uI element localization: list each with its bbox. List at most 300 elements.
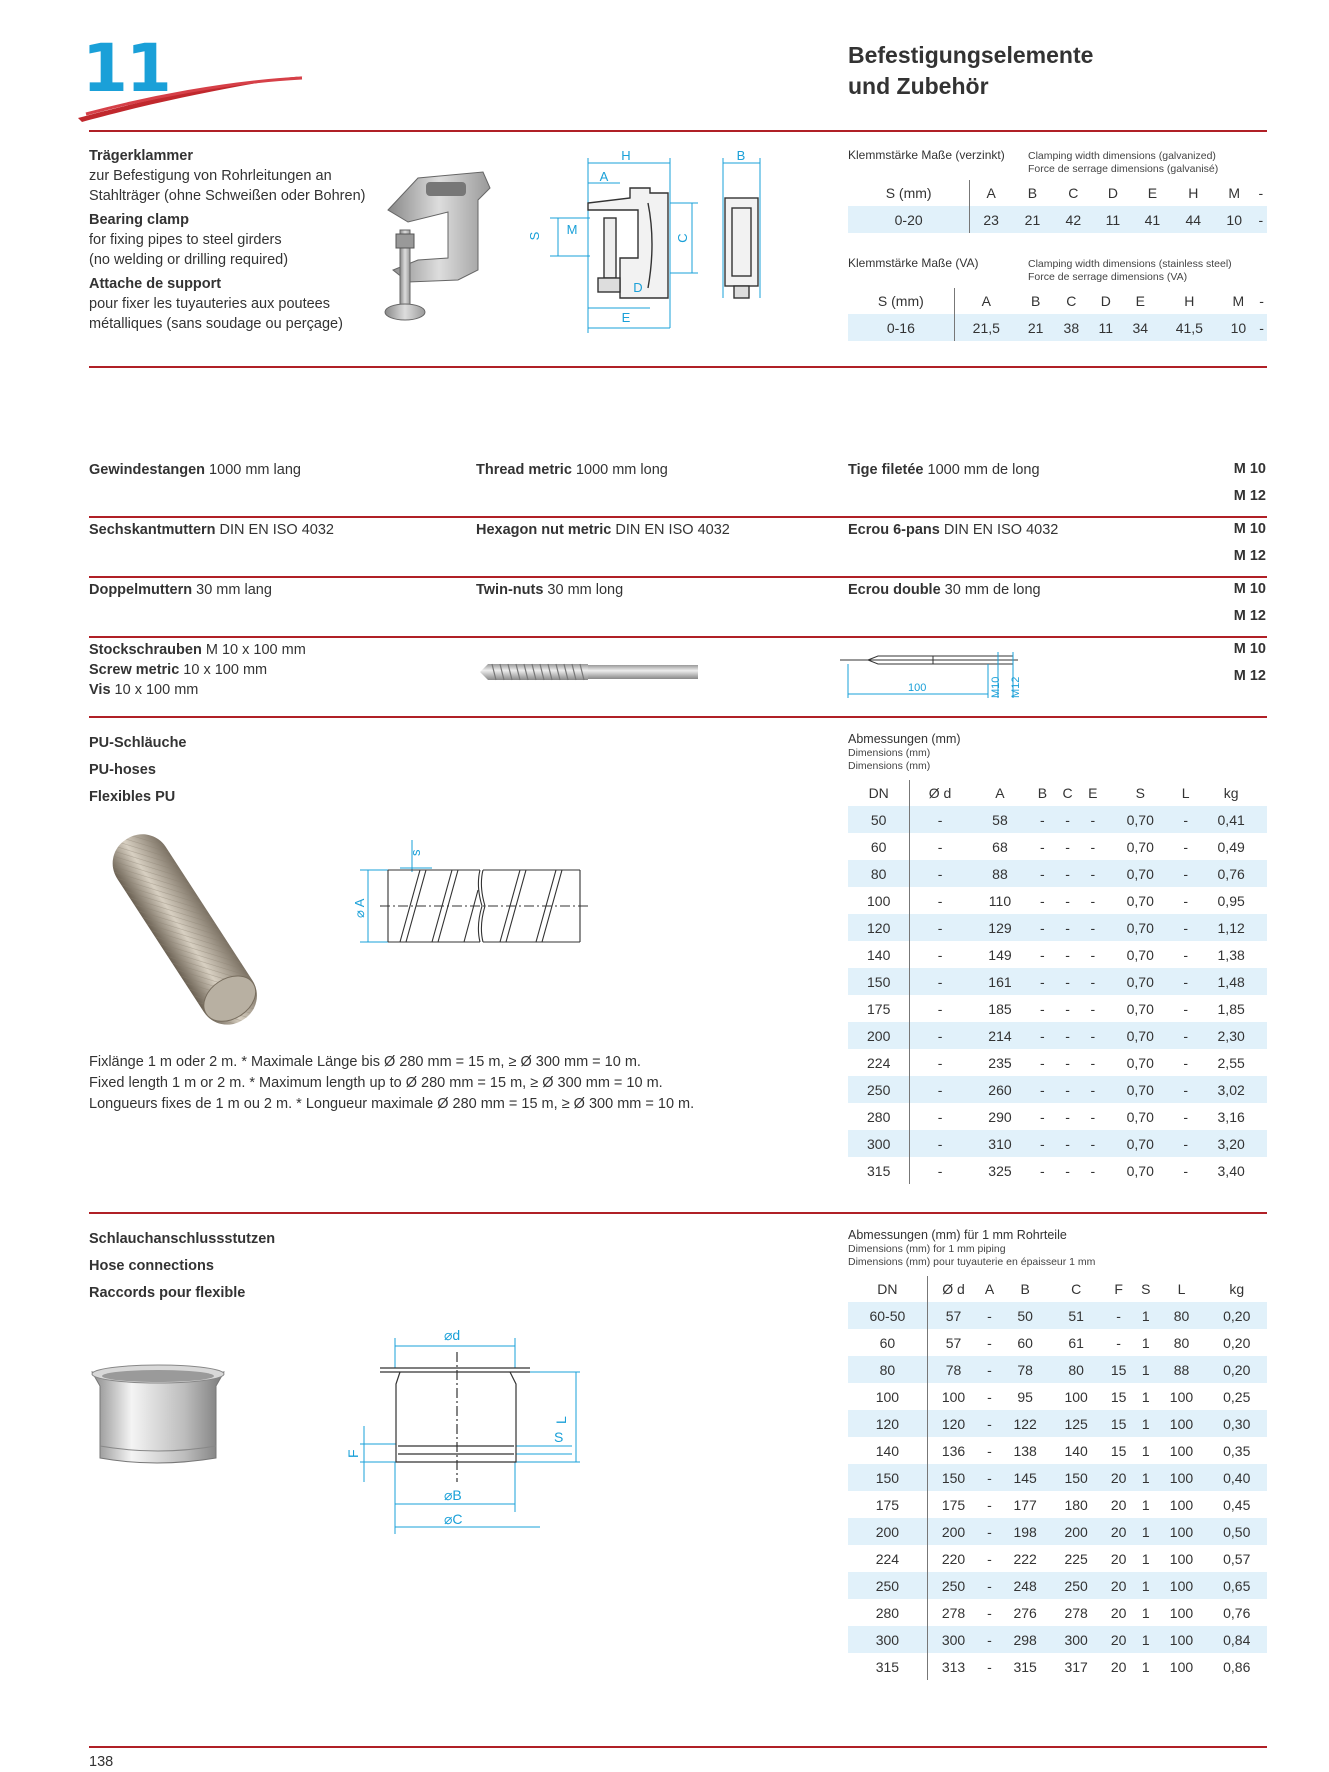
table-cell: 60: [848, 1329, 927, 1356]
table-cell: -: [987, 1334, 992, 1351]
table-cell: -: [1183, 1108, 1189, 1125]
table-cell: -: [987, 1550, 992, 1567]
table-cell: 120: [848, 914, 910, 941]
table-cell: 2,55: [1217, 1054, 1245, 1071]
table-cell: 250: [848, 1572, 927, 1599]
table-cell: 280: [848, 1103, 910, 1130]
table-cell: 15: [1110, 1388, 1127, 1405]
dim-a: A: [599, 169, 609, 184]
table-row: [848, 1518, 1267, 1545]
table-cell: -: [1040, 1054, 1045, 1071]
table-cell: -: [1176, 968, 1196, 995]
table-header-cell: A: [981, 293, 991, 309]
table-row: [848, 1076, 1267, 1103]
table-cell: 315: [1013, 1658, 1037, 1675]
table-cell: -: [1065, 1000, 1070, 1017]
table-cell: 50: [848, 806, 910, 833]
table-cell: 0,70: [1105, 1076, 1176, 1103]
table-row: [848, 941, 1267, 968]
divider: [89, 716, 1267, 718]
table-cell: 0,57: [1223, 1550, 1251, 1567]
table-cell: -: [1116, 1334, 1121, 1351]
table-cell: 15: [1102, 1356, 1136, 1383]
table-cell: -: [1054, 1130, 1080, 1157]
pu-hose-table: [848, 780, 1267, 1184]
dim-e: E: [621, 310, 631, 325]
table-cell: 278: [941, 1604, 966, 1621]
table-cell: 1,85: [1217, 1000, 1245, 1017]
table-cell: 0,20: [1223, 1334, 1251, 1351]
table-cell: 214: [970, 1022, 1031, 1049]
table-cell: -: [1183, 1054, 1189, 1071]
table-cell: 120: [927, 1410, 979, 1437]
thread-desc-en: Thread metric 1000 mm long: [476, 462, 668, 478]
table-cell: -: [1054, 968, 1080, 995]
table-cell: -: [1065, 1054, 1070, 1071]
table-cell: 100: [1169, 1658, 1194, 1675]
hose-connector-photo: [88, 1362, 228, 1472]
table-cell: 140: [848, 1437, 927, 1464]
table-cell: -: [1183, 1000, 1189, 1017]
table-cell: 278: [1064, 1604, 1088, 1621]
table-cell: 100: [1156, 1410, 1207, 1437]
table-cell: 80: [848, 1356, 927, 1383]
table-cell: 50: [1000, 1302, 1051, 1329]
table-cell: 0,70: [1126, 1162, 1154, 1179]
table-cell: -: [1255, 206, 1267, 233]
table-cell: -: [910, 1022, 970, 1049]
table-row: [848, 1049, 1267, 1076]
thread-desc-en: Hexagon nut metric DIN EN ISO 4032: [476, 522, 730, 538]
table-cell: -: [987, 1442, 992, 1459]
table-cell: -: [1081, 806, 1105, 833]
table-row: [848, 914, 1267, 941]
thread-sizes: M 10 M 12: [1233, 521, 1266, 564]
table-cell: 0,20: [1207, 1356, 1267, 1383]
table-cell: 1: [1141, 1604, 1150, 1621]
table-cell: 100: [941, 1388, 966, 1405]
table-cell: 1: [1136, 1302, 1156, 1329]
table-cell: 120: [848, 1410, 927, 1437]
table-cell: -: [1081, 1130, 1105, 1157]
table-row: [848, 1130, 1267, 1157]
table-row: [848, 1022, 1267, 1049]
table-header-cell: C: [1068, 185, 1079, 201]
table-cell: 225: [1064, 1550, 1088, 1567]
table-cell: 0,70: [1105, 1130, 1176, 1157]
red-brush-stroke: [76, 72, 306, 124]
table-cell: 3,02: [1196, 1076, 1267, 1103]
table-cell: 21: [1018, 314, 1054, 341]
stock-screw-diagram: [838, 642, 1038, 702]
table-cell: 145: [1000, 1464, 1051, 1491]
table-cell: 57: [945, 1334, 962, 1351]
table-cell: 224: [848, 1545, 927, 1572]
table-cell: 175: [941, 1496, 966, 1513]
table-cell: -: [987, 1496, 992, 1513]
table-cell: -: [937, 1162, 943, 1179]
table-cell: 20: [1102, 1518, 1136, 1545]
table-cell: 1: [1136, 1518, 1156, 1545]
dim-d: D: [633, 280, 643, 295]
table-header-cell: Ø d: [942, 1281, 965, 1297]
table-cell: 20: [1110, 1550, 1127, 1567]
table-cell: 220: [941, 1550, 966, 1567]
table-cell: 3,40: [1217, 1162, 1245, 1179]
table-cell: 0,95: [1217, 892, 1245, 909]
table-header-cell: M: [1232, 293, 1245, 309]
dim-s: S: [527, 231, 542, 241]
table-row: [848, 995, 1267, 1022]
table-cell: 0,70: [1105, 806, 1176, 833]
table-cell: 68: [992, 838, 1008, 855]
table-cell: 0,50: [1207, 1518, 1267, 1545]
table-cell: 129: [970, 914, 1031, 941]
table-row: [848, 206, 1267, 233]
table-cell: -: [979, 1410, 999, 1437]
thread-desc-de: Sechskantmuttern DIN EN ISO 4032: [89, 522, 334, 538]
thread-desc-fr: Ecrou 6-pans DIN EN ISO 4032: [848, 522, 1059, 538]
table-header-cell: A: [984, 1281, 995, 1297]
table-cell: -: [1065, 838, 1070, 855]
table-cell: 80: [1156, 1302, 1207, 1329]
dim-diameter-d: ⌀d: [444, 1327, 461, 1343]
table-cell: 200: [848, 1022, 910, 1049]
hose-table-caption: Abmessungen (mm) für 1 mm Rohrteile Dimensions (mm) for 1 mm piping Dimensions (mm) pour tuyauterie en épaisseur 1 mm: [848, 1228, 1096, 1268]
pu-hoses-titles: PU-Schläuche PU-hoses Flexibles PU: [89, 735, 187, 805]
table-cell: 11: [1089, 314, 1122, 341]
table-cell: 100: [1169, 1442, 1194, 1459]
table-cell: 58: [970, 806, 1031, 833]
table-cell: 60-50: [848, 1302, 927, 1329]
table-cell: 198: [1000, 1518, 1051, 1545]
table-cell: -: [937, 946, 943, 963]
table-cell: 0,86: [1223, 1658, 1251, 1675]
table-cell: -: [979, 1626, 999, 1653]
table-cell: 150: [1051, 1464, 1102, 1491]
table-cell: 1: [1136, 1626, 1156, 1653]
table-cell: -: [910, 860, 970, 887]
table-cell: -: [1030, 1130, 1054, 1157]
table-cell: -: [1030, 1022, 1054, 1049]
table-cell: 100: [1156, 1518, 1207, 1545]
table-cell: -: [1040, 1108, 1045, 1125]
table-cell: 250: [848, 1076, 910, 1103]
table-row: [848, 1626, 1267, 1653]
bearing-clamp-text: Trägerklammer zur Befestigung von Rohrleitungen an Stahlträger (ohne Schweißen oder Bohren) Bearing clamp for fixing pipes to steel girders (no welding or drilling required) Attache de support pour fixer les tuyauteries aux poutees métalliques (sans soudage ou perçage): [89, 148, 366, 332]
table-cell: -: [937, 1000, 943, 1017]
table-cell: -: [1081, 914, 1105, 941]
divider: [89, 366, 1267, 368]
table-cell: 1: [1141, 1442, 1150, 1459]
table-cell: 100: [1156, 1464, 1207, 1491]
table-cell: 41: [1132, 206, 1173, 233]
table-header-row: [848, 1276, 1267, 1302]
table-header-row: [848, 780, 1267, 806]
table-cell: 34: [1122, 314, 1158, 341]
table-cell: -: [1183, 946, 1189, 963]
table-cell: 310: [970, 1130, 1031, 1157]
table-cell: 325: [988, 1162, 1012, 1179]
table-cell: -: [937, 838, 943, 855]
table-cell: 290: [988, 1108, 1012, 1125]
table-row: [848, 968, 1267, 995]
pu-length-notes: Fixlänge 1 m oder 2 m. * Maximale Länge bis Ø 280 mm = 15 m, ≥ Ø 300 mm = 10 m. Fixed length 1 m or 2 m. * Maximum length up to Ø 280 mm = 15 m, ≥ Ø 300 mm = 10 m. Longueurs fixes de 1 m ou 2 m. * Longueur maximale Ø 280 mm = 15 m, ≥ Ø 300 mm = 10 m.: [89, 1054, 695, 1112]
table-cell: -: [1040, 838, 1045, 855]
table-cell: 0,30: [1207, 1410, 1267, 1437]
table-cell: 0,41: [1196, 806, 1267, 833]
table-cell: 95: [1017, 1388, 1033, 1405]
table-cell: -: [910, 1076, 970, 1103]
table-header-cell: kg: [1223, 785, 1239, 801]
table-header-cell: -: [1259, 293, 1264, 309]
table-cell: -: [1090, 1108, 1096, 1125]
table-row: [848, 1302, 1267, 1329]
table-cell: 1: [1136, 1572, 1156, 1599]
table-cell: -: [987, 1604, 992, 1621]
thread-desc-de: Doppelmuttern 30 mm lang: [89, 582, 272, 598]
table-cell: 235: [988, 1054, 1012, 1071]
bearing-clamp-diagram: [520, 148, 770, 338]
table-cell: 1: [1141, 1550, 1150, 1567]
table-cell: 315: [848, 1157, 910, 1184]
dim-f: F: [345, 1449, 361, 1458]
table-cell: 80: [1173, 1334, 1190, 1351]
table-cell: 150: [927, 1464, 979, 1491]
table-cell: 0,70: [1126, 892, 1154, 909]
dim-h: H: [621, 148, 631, 163]
table-cell: 313: [941, 1658, 966, 1675]
table-cell: 100: [1156, 1572, 1207, 1599]
thread-sizes: M 10 M 12: [1233, 581, 1266, 624]
stock-sizes: M 10 M 12: [1233, 641, 1266, 684]
table-cell: -: [1030, 860, 1054, 887]
table-header-cell: -: [1258, 185, 1264, 201]
pu-hose-photo: [92, 826, 282, 1036]
table-row: [848, 1464, 1267, 1491]
table-cell: 317: [1064, 1658, 1088, 1675]
table-header-cell: S (mm): [848, 288, 954, 314]
table-cell: -: [1102, 1302, 1136, 1329]
table-cell: -: [987, 1658, 992, 1675]
table-cell: 300: [927, 1626, 979, 1653]
table-cell: 136: [941, 1442, 966, 1459]
table-cell: 0,70: [1126, 1108, 1154, 1125]
table-header-cell: B: [1030, 293, 1041, 309]
table-header-cell: E: [1147, 185, 1158, 201]
table-cell: 0,70: [1126, 838, 1154, 855]
table-cell: 88: [970, 860, 1031, 887]
table-cell: 315: [848, 1653, 927, 1680]
table-cell: 0-20: [848, 206, 970, 233]
table-cell: -: [1090, 838, 1096, 855]
divider: [89, 1212, 1267, 1214]
table-cell: 0,49: [1217, 838, 1245, 855]
table-cell: -: [1176, 914, 1196, 941]
pu-hose-diagram: [340, 836, 610, 946]
table-cell: 248: [1000, 1572, 1051, 1599]
dim-m12: M12: [1010, 676, 1022, 698]
table-cell: 20: [1102, 1464, 1136, 1491]
table-header-cell: B: [1037, 785, 1048, 801]
table-cell: 250: [927, 1572, 979, 1599]
table-cell: 100: [1169, 1604, 1194, 1621]
table-cell: 51: [1051, 1302, 1102, 1329]
table-header-row: [848, 180, 1267, 206]
table-cell: -: [1054, 806, 1080, 833]
table-cell: 177: [1013, 1496, 1037, 1513]
table-cell: 100: [848, 887, 910, 914]
divider: [89, 1746, 1267, 1748]
table-cell: -: [979, 1518, 999, 1545]
table-cell: 1: [1136, 1410, 1156, 1437]
table-cell: -: [1054, 914, 1080, 941]
table-cell: 175: [848, 995, 910, 1022]
table-cell: 100: [848, 1383, 927, 1410]
table-cell: 44: [1173, 206, 1214, 233]
pu-table-caption: Abmessungen (mm) Dimensions (mm) Dimensions (mm): [848, 732, 961, 772]
table-cell: 1,48: [1196, 968, 1267, 995]
table-cell: 42: [1053, 206, 1094, 233]
table-header-cell: S (mm): [848, 180, 970, 206]
table-cell: 250: [1051, 1572, 1102, 1599]
table-cell: 161: [970, 968, 1031, 995]
table-cell: 15: [1110, 1442, 1127, 1459]
table-cell: 0,25: [1223, 1388, 1251, 1405]
table-cell: 110: [988, 892, 1012, 909]
table-header-cell: E: [1088, 785, 1098, 801]
table-cell: -: [1176, 806, 1196, 833]
table-cell: 23: [970, 206, 1012, 233]
table-header-cell: M: [1228, 185, 1241, 201]
table-row: [848, 1157, 1267, 1184]
bearing-table-stainless: [848, 288, 1267, 341]
table-cell: 21,5: [954, 314, 1018, 341]
table-cell: 1: [1141, 1334, 1150, 1351]
table-cell: 0-16: [848, 314, 954, 341]
table-row: [848, 1572, 1267, 1599]
table-header-row: [848, 288, 1267, 314]
table-row: [848, 1410, 1267, 1437]
table-header-cell: C: [1066, 293, 1077, 309]
table-header-cell: D: [1107, 185, 1118, 201]
table-row: [848, 887, 1267, 914]
table-cell: -: [910, 968, 970, 995]
table-cell: 20: [1102, 1572, 1136, 1599]
table-cell: 0,20: [1207, 1302, 1267, 1329]
table-cell: 300: [848, 1626, 927, 1653]
table-header-cell: L: [1181, 785, 1190, 801]
table-cell: -: [1176, 1022, 1196, 1049]
table-cell: 280: [848, 1599, 927, 1626]
table-cell: 78: [1000, 1356, 1051, 1383]
thread-desc-en: Twin-nuts 30 mm long: [476, 582, 624, 598]
table-row: [848, 806, 1267, 833]
table-cell: 20: [1110, 1604, 1127, 1621]
table-cell: 3,20: [1196, 1130, 1267, 1157]
divider: [89, 636, 1267, 638]
table-cell: 0,70: [1105, 914, 1176, 941]
table-cell: 140: [1064, 1442, 1088, 1459]
table-cell: -: [1090, 946, 1096, 963]
dim-b: B: [736, 148, 746, 163]
table-cell: -: [979, 1464, 999, 1491]
table-header-cell: S: [1141, 1281, 1151, 1297]
table-cell: 150: [848, 968, 910, 995]
table-cell: -: [1183, 838, 1189, 855]
table-cell: 1,38: [1217, 946, 1245, 963]
table-row: [848, 860, 1267, 887]
table-cell: 78: [927, 1356, 979, 1383]
thread-row: [0, 456, 1329, 516]
table-cell: 80: [1051, 1356, 1102, 1383]
dim-c: C: [675, 233, 690, 243]
table-cell: -: [1054, 860, 1080, 887]
table-cell: 60: [848, 833, 910, 860]
table-cell: -: [937, 1108, 943, 1125]
table-cell: -: [1176, 1076, 1196, 1103]
table-cell: -: [1090, 892, 1096, 909]
table-cell: 2,30: [1196, 1022, 1267, 1049]
table-row: [848, 1383, 1267, 1410]
table-header-cell: B: [1020, 1281, 1030, 1297]
table-cell: -: [1040, 1000, 1045, 1017]
thread-desc-de: Gewindestangen 1000 mm lang: [89, 462, 301, 478]
table-cell: -: [1090, 1000, 1096, 1017]
table-cell: -: [937, 892, 943, 909]
table-cell: -: [910, 1130, 970, 1157]
table-cell: 61: [1068, 1334, 1084, 1351]
table-header-cell: L: [1177, 1281, 1186, 1297]
table-cell: -: [1183, 892, 1189, 909]
table-cell: -: [1065, 1162, 1070, 1179]
table-header-cell: H: [1184, 293, 1195, 309]
table-cell: -: [1040, 1162, 1045, 1179]
table-row: [848, 1599, 1267, 1626]
table-cell: 3,16: [1217, 1108, 1245, 1125]
divider: [89, 130, 1267, 132]
table-cell: -: [1054, 1022, 1080, 1049]
table-cell: -: [979, 1356, 999, 1383]
table-cell: 1: [1136, 1464, 1156, 1491]
thread-desc-fr: Tige filetée 1000 mm de long: [848, 462, 1040, 478]
table-cell: 80: [848, 860, 910, 887]
table-cell: 1: [1141, 1388, 1150, 1405]
table-cell: 260: [970, 1076, 1031, 1103]
table-cell: 100: [1169, 1496, 1194, 1513]
table-cell: 150: [848, 1464, 927, 1491]
table-cell: 88: [1156, 1356, 1207, 1383]
dim-l: L: [553, 1416, 569, 1424]
table-cell: 300: [1051, 1626, 1102, 1653]
table-header-cell: H: [1188, 185, 1199, 201]
table-header-cell: B: [1027, 185, 1038, 201]
chapter-number: 11: [82, 30, 170, 107]
table-cell: 0,76: [1196, 860, 1267, 887]
table-cell: -: [910, 806, 970, 833]
table-cell: -: [1176, 1130, 1196, 1157]
table-cell: -: [1065, 1108, 1070, 1125]
table-cell: 38: [1053, 314, 1089, 341]
table-cell: 60: [1017, 1334, 1033, 1351]
table-header-cell: Ø d: [928, 785, 952, 801]
table-cell: -: [979, 1302, 999, 1329]
table-header-cell: S: [1135, 785, 1145, 801]
table-cell: 20: [1110, 1658, 1127, 1675]
table-cell: -: [937, 1054, 943, 1071]
table-cell: -: [1030, 1076, 1054, 1103]
table-row: [848, 1491, 1267, 1518]
